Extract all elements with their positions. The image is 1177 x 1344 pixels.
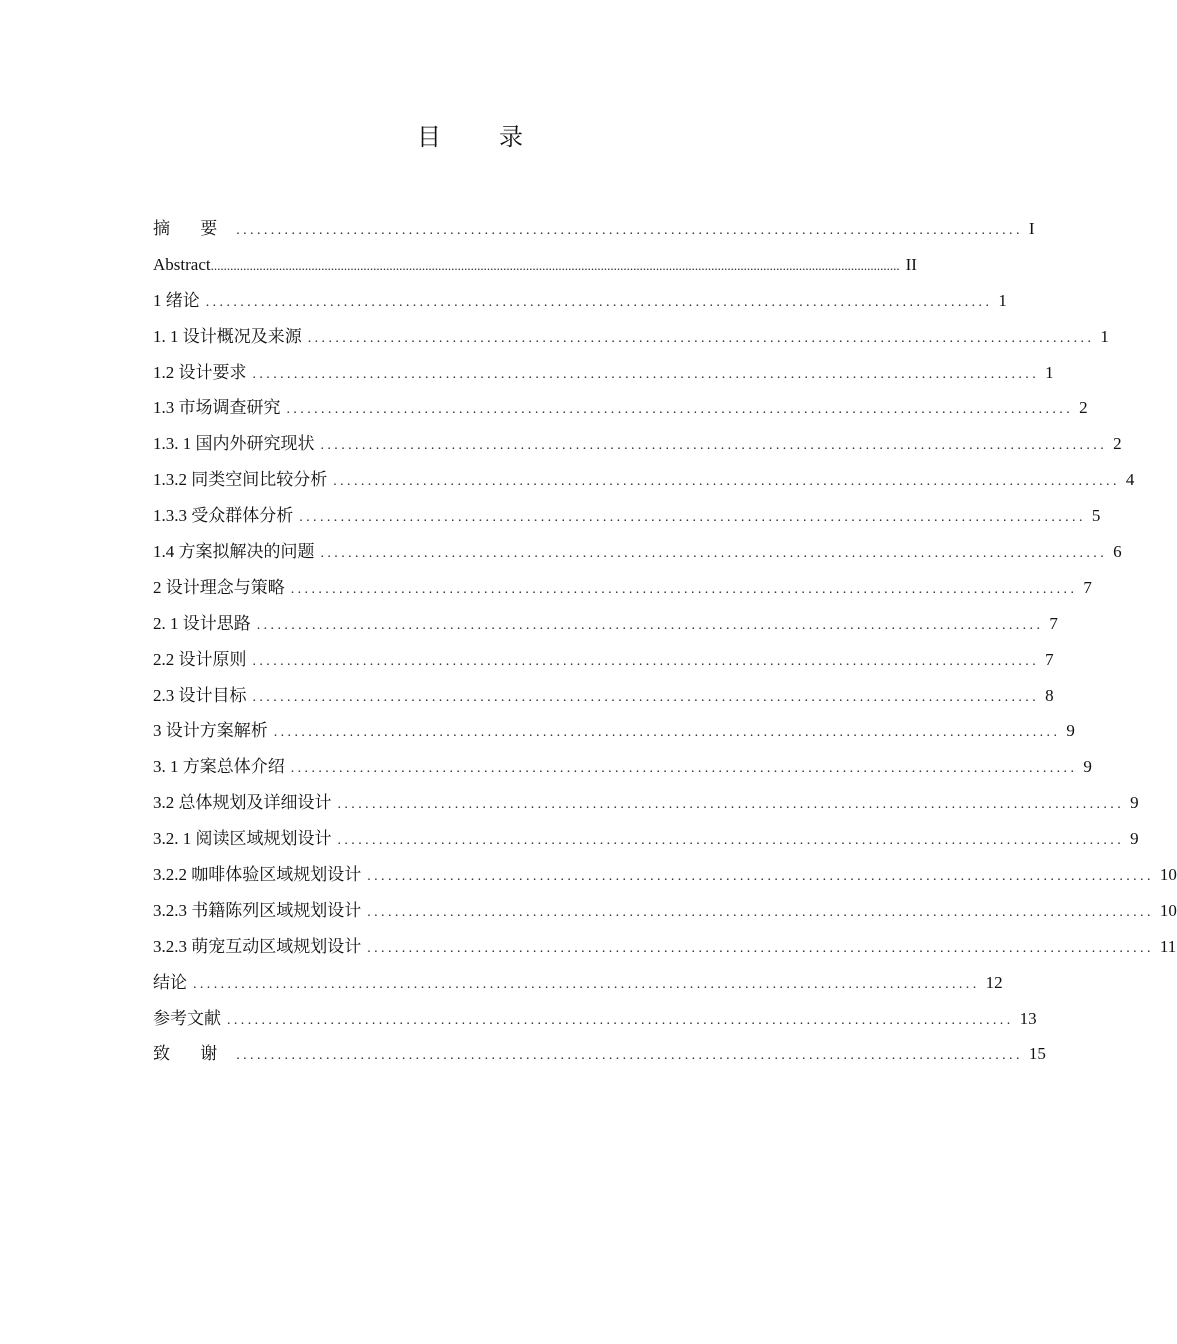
toc-entry-2-2[interactable] xyxy=(153,642,1054,678)
toc-page-number: 9 xyxy=(1083,757,1092,777)
toc-label: 1 绪论 xyxy=(153,290,200,310)
toc-entry-2-3[interactable] xyxy=(153,678,1054,714)
toc-label: 2 设计理念与策略 xyxy=(153,577,285,597)
toc-leader: .................................................................................................................. xyxy=(227,1012,1014,1028)
toc-entry-3-2-2[interactable] xyxy=(153,857,1177,893)
toc-label: 1.4 方案拟解决的问题 xyxy=(153,542,315,562)
toc-page-number: 1 xyxy=(1045,362,1054,382)
toc-entry-abstract-cn[interactable] xyxy=(153,211,1035,247)
page-title: 目 录 xyxy=(417,125,549,151)
toc-label: 3.2 总体规划及详细设计 xyxy=(153,793,332,813)
toc-entry-1-3-2[interactable] xyxy=(153,462,1135,498)
toc-label: 摘 要 xyxy=(153,219,231,238)
toc-label: 致 谢 xyxy=(153,1044,231,1064)
toc-entry-abstract-en[interactable] xyxy=(153,247,917,283)
toc-entry-1-1[interactable] xyxy=(153,319,1109,355)
toc-label: Abstract xyxy=(153,254,211,274)
toc-page-number: 9 xyxy=(1066,721,1075,741)
toc-entry-references[interactable] xyxy=(153,1001,1037,1037)
toc-page-number: II xyxy=(905,254,917,274)
toc-entry-1-3-1[interactable] xyxy=(153,426,1122,462)
toc-leader: .................................................................................................................. xyxy=(337,833,1125,849)
toc-entry-3[interactable] xyxy=(153,713,1075,749)
toc-label: 3. 1 方案总体介绍 xyxy=(153,757,285,777)
toc-label: 2.3 设计目标 xyxy=(153,685,247,705)
toc-label: 3.2. 1 阅读区域规划设计 xyxy=(153,829,332,849)
toc-leader: .................................................................................................................. xyxy=(236,1048,1023,1064)
toc-page-number: 6 xyxy=(1113,542,1122,562)
toc-leader: .................................................................................................................. xyxy=(205,294,993,310)
toc-entry-2[interactable] xyxy=(153,570,1092,606)
toc-page-number: 7 xyxy=(1045,649,1054,669)
toc-leader: .................................................................................................................. xyxy=(286,402,1074,418)
toc-entry-1-3-3[interactable] xyxy=(153,498,1101,534)
toc-leader: .................................................................................................................. xyxy=(252,366,1040,382)
toc-page-number: 9 xyxy=(1130,829,1139,849)
toc-page-number: 9 xyxy=(1130,793,1139,813)
toc-label: 1.2 设计要求 xyxy=(153,362,247,382)
toc-page-number: 4 xyxy=(1125,470,1135,490)
toc-label: 2.2 设计原则 xyxy=(153,649,247,669)
toc-label: 1.3. 1 国内外研究现状 xyxy=(153,434,315,454)
toc-leader: .................................................................................................................. xyxy=(290,581,1078,597)
toc-leader: .................................................................................................................. xyxy=(367,869,1154,885)
toc-leader: .................................................................................................................. xyxy=(273,725,1061,741)
toc-page-number: 8 xyxy=(1045,685,1054,705)
toc-page-number: 12 xyxy=(985,972,1003,992)
toc-leader: .................................................................................................................. xyxy=(307,330,1095,346)
toc-page-number: I xyxy=(1028,219,1035,238)
toc-page-number: 7 xyxy=(1083,577,1092,597)
toc-entry-acknowledgements[interactable] xyxy=(153,1036,1046,1072)
toc-entry-3-2-1[interactable] xyxy=(153,821,1139,857)
toc-page-number: 15 xyxy=(1028,1044,1046,1064)
toc-leader: .................................................................................................................. xyxy=(320,438,1108,454)
toc-page-number: 10 xyxy=(1159,865,1177,885)
toc-leader: .................................................................................................................. xyxy=(299,510,1086,526)
toc-page-number: 7 xyxy=(1049,613,1058,633)
toc-label: 1. 1 设计概况及来源 xyxy=(153,326,302,346)
toc-label: 参考文献 xyxy=(153,1008,221,1028)
toc-leader: .................................................................................................................. xyxy=(337,797,1125,813)
table-of-contents xyxy=(153,211,1177,1072)
toc-entry-3-1[interactable] xyxy=(153,749,1092,785)
toc-label: 1.3.2 同类空间比较分析 xyxy=(153,470,328,490)
toc-page-number: 11 xyxy=(1159,936,1177,956)
toc-page-number: 2 xyxy=(1079,398,1088,418)
toc-entry-1-2[interactable] xyxy=(153,355,1054,391)
toc-label: 1.3 市场调查研究 xyxy=(153,398,281,418)
toc-leader: .................................................................................................................. xyxy=(367,940,1154,956)
toc-entry-3-2-3-books[interactable] xyxy=(153,893,1177,929)
toc-entry-1[interactable] xyxy=(153,283,1007,319)
toc-leader: .................................................................................................................. xyxy=(320,546,1108,562)
toc-leader: .................................................................................................................................................................................................................... xyxy=(210,257,900,273)
toc-leader: .................................................................................................................. xyxy=(252,689,1040,705)
toc-leader: .................................................................................................................. xyxy=(193,976,980,992)
toc-leader: .................................................................................................................. xyxy=(290,761,1078,777)
toc-page-number: 13 xyxy=(1019,1008,1037,1028)
toc-label: 3.2.2 咖啡体验区域规划设计 xyxy=(153,865,362,885)
toc-entry-1-4[interactable] xyxy=(153,534,1122,570)
toc-label: 3 设计方案解析 xyxy=(153,721,268,741)
toc-leader: .................................................................................................................. xyxy=(256,617,1044,633)
toc-entry-2-1[interactable] xyxy=(153,606,1058,642)
toc-leader: .................................................................................................................. xyxy=(367,904,1154,920)
toc-label: 2. 1 设计思路 xyxy=(153,613,251,633)
toc-label: 结论 xyxy=(153,972,187,992)
toc-label: 1.3.3 受众群体分析 xyxy=(153,506,294,526)
toc-page-number: 1 xyxy=(998,290,1007,310)
toc-leader: .................................................................................................................. xyxy=(236,223,1023,238)
toc-page-number: 5 xyxy=(1091,506,1101,526)
toc-label: 3.2.3 书籍陈列区域规划设计 xyxy=(153,900,362,920)
toc-label: 3.2.3 萌宠互动区域规划设计 xyxy=(153,936,362,956)
toc-entry-3-2[interactable] xyxy=(153,785,1139,821)
toc-leader: .................................................................................................................. xyxy=(333,474,1120,490)
toc-entry-3-2-3-pets[interactable] xyxy=(153,929,1177,965)
toc-entry-1-3[interactable] xyxy=(153,390,1088,426)
toc-entry-conclusion[interactable] xyxy=(153,965,1003,1001)
toc-page-number: 10 xyxy=(1159,900,1177,920)
toc-leader: .................................................................................................................. xyxy=(252,653,1040,669)
toc-page-number: 1 xyxy=(1100,326,1109,346)
toc-page-number: 2 xyxy=(1113,434,1122,454)
